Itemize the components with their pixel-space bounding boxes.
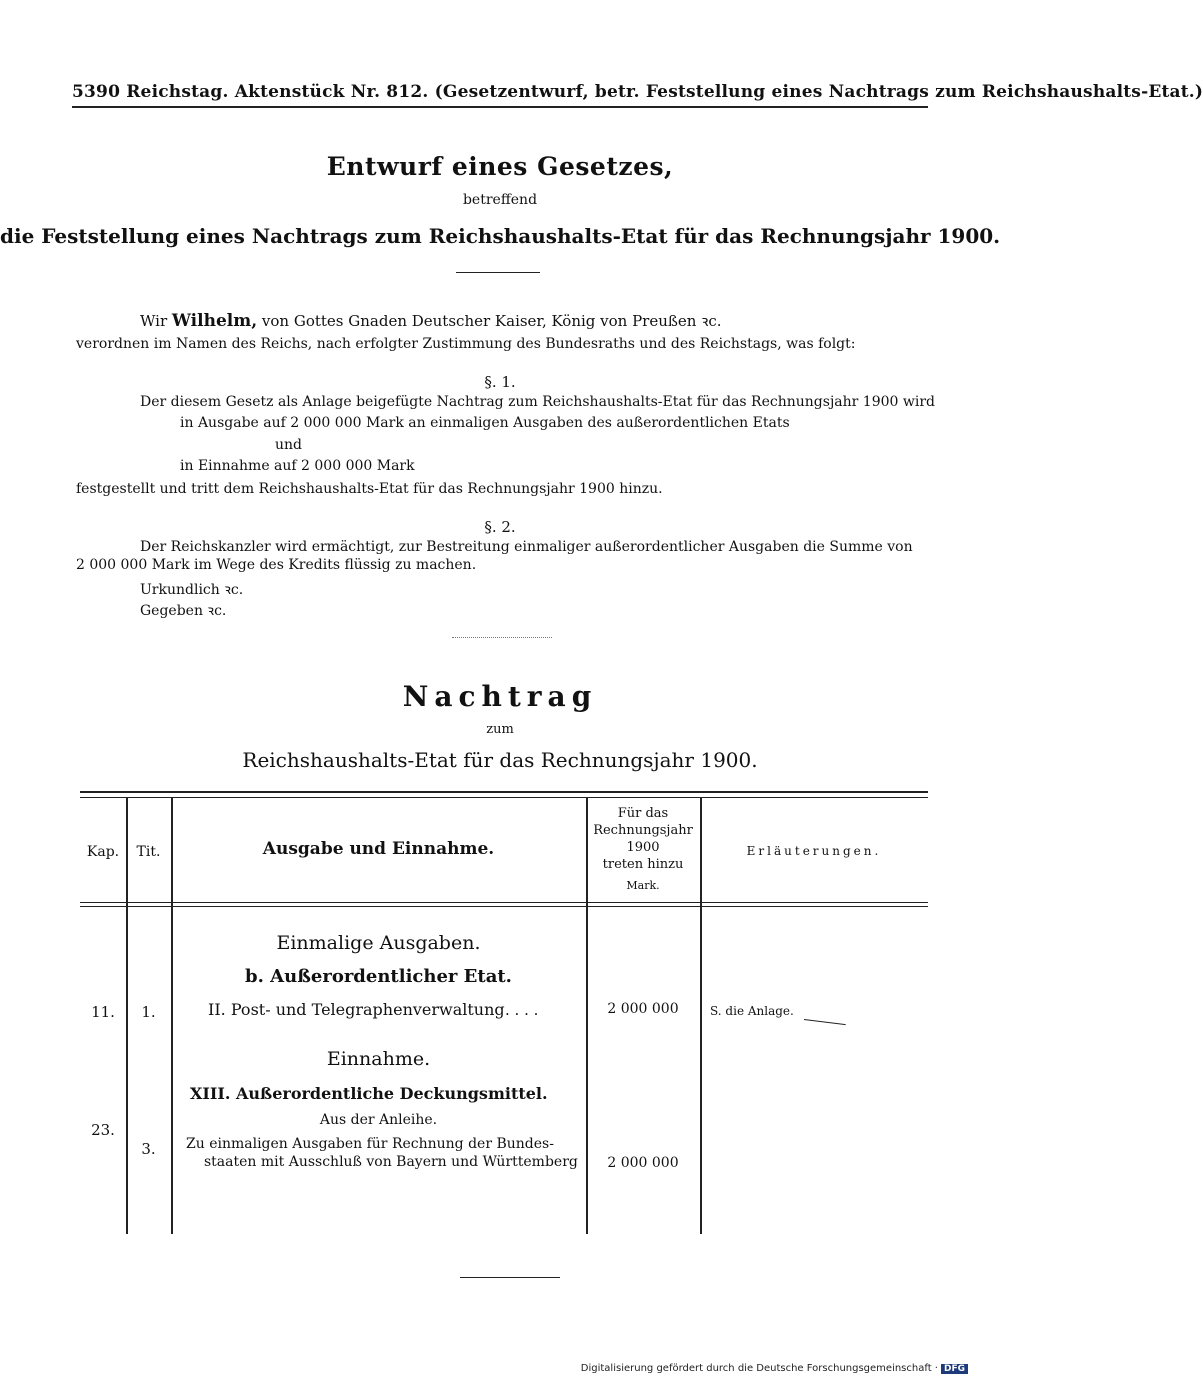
header-tit: Tit. (136, 844, 161, 860)
row2-amount: 2 000 000 (607, 1155, 679, 1171)
dfg-logo: DFG (941, 1364, 968, 1374)
para1-heading: §. 1. (484, 373, 516, 391)
row1-note-leader (804, 1019, 846, 1025)
para1-line-5: festgestellt und tritt dem Reichshaushalts-Etat für das Rechnungsjahr 1900 hinzu. (76, 481, 663, 497)
row1-note: S. die Anlage. (710, 1004, 794, 1018)
header-ausgabe-einnahme: Ausgabe und Einnahme. (262, 839, 495, 859)
column-rule-2 (171, 797, 173, 1234)
para2-line-1: Der Reichskanzler wird ermächtigt, zur Bestreitung einmaliger außerordentlicher Ausgaben die Summe von (140, 539, 913, 555)
preamble-line-2: verordnen im Namen des Reichs, nach erfolgter Zustimmung des Bundesraths und des Reichstags, was folgt: (76, 336, 856, 352)
row1-item: II. Post- und Telegraphenverwaltung (208, 1000, 505, 1019)
para2-heading: §. 2. (484, 518, 516, 536)
row2-item-line-1: Zu einmaligen Ausgaben für Rechnung der Bundes- (186, 1136, 554, 1152)
closing-gegeben: Gegeben ꝛc. (140, 603, 227, 619)
table-top-rule-2 (80, 797, 928, 798)
row1-tit: 1. (141, 1003, 156, 1021)
header-amount-line-1: Für das (617, 806, 669, 821)
digitization-credit-text: Digitalisierung gefördert durch die Deutsche Forschungsgemeinschaft · (580, 1363, 938, 1374)
section1-heading: Einmalige Ausgaben. (276, 932, 481, 954)
header-notes: Erläuterungen. (746, 844, 882, 858)
header-amount-unit: Mark. (626, 879, 660, 892)
row1-leader-dots: . . . . (505, 1001, 539, 1019)
para1-line-4: in Einnahme auf 2 000 000 Mark (180, 458, 415, 474)
law-subject: die Feststellung eines Nachtrags zum Reichshaushalts-Etat für das Rechnungsjahr 1900. (0, 224, 1001, 248)
table-header-rule-2 (80, 906, 928, 907)
row2-item-line-2: staaten mit Ausschluß von Bayern und Württemberg (204, 1154, 578, 1170)
bottom-divider (460, 1277, 560, 1278)
row2-kap: 23. (91, 1121, 115, 1139)
row1-kap: 11. (91, 1003, 115, 1021)
law-title: Entwurf eines Gesetzes, (326, 152, 674, 181)
table-top-rule-1 (80, 791, 928, 793)
digitization-credit (581, 1363, 968, 1374)
header-amount-line-2: Rechnungsjahr (593, 823, 693, 838)
running-header: 5390 Reichstag. Aktenstück Nr. 812. (Gesetzentwurf, betr. Feststellung eines Nachtrags zum Reichshaushalts-Etat.) (72, 82, 1203, 102)
header-amount (586, 805, 700, 894)
nachtrag-title: Nachtrag (402, 680, 598, 713)
section2-subheading: XIII. Außerordentliche Deckungsmittel. (190, 1084, 548, 1103)
preamble-line-1 (140, 311, 722, 331)
preamble-emperor-name: Wilhelm, (171, 311, 258, 331)
row2-tit: 3. (141, 1140, 156, 1158)
para1-line-3: und (275, 437, 302, 453)
nachtrag-zum: zum (486, 722, 514, 737)
section-divider-dotted (452, 637, 552, 638)
para1-line-2: in Ausgabe auf 2 000 000 Mark an einmaligen Ausgaben des außerordentlichen Etats (180, 415, 790, 431)
para2-line-2: 2 000 000 Mark im Wege des Kredits flüssig zu machen. (76, 557, 477, 573)
title-divider (456, 272, 540, 273)
section2-sub-source: Aus der Anleihe. (319, 1112, 438, 1128)
header-rule (72, 106, 928, 108)
preamble-text-a: Wir (140, 312, 172, 330)
row1-amount: 2 000 000 (607, 1001, 679, 1017)
law-betreffend: betreffend (462, 192, 538, 208)
table-header-rule-1 (80, 902, 928, 903)
para1-line-1: Der diesem Gesetz als Anlage beigefügte Nachtrag zum Reichshaushalts-Etat für das Rechnungsjahr 1900 wird (140, 394, 935, 410)
column-rule-4 (700, 797, 702, 1234)
section2-heading: Einnahme. (326, 1048, 431, 1070)
header-amount-line-4: treten hinzu (602, 857, 684, 872)
header-kap: Kap. (86, 844, 120, 860)
closing-urkundlich: Urkundlich ꝛc. (140, 582, 244, 598)
preamble-text-b: von Gottes Gnaden Deutscher Kaiser, König von Preußen ꝛc. (257, 312, 722, 330)
nachtrag-subject: Reichshaushalts-Etat für das Rechnungsjahr 1900. (242, 748, 758, 772)
section1-subheading: b. Außerordentlicher Etat. (245, 966, 512, 987)
header-amount-line-3: 1900 (626, 840, 660, 855)
